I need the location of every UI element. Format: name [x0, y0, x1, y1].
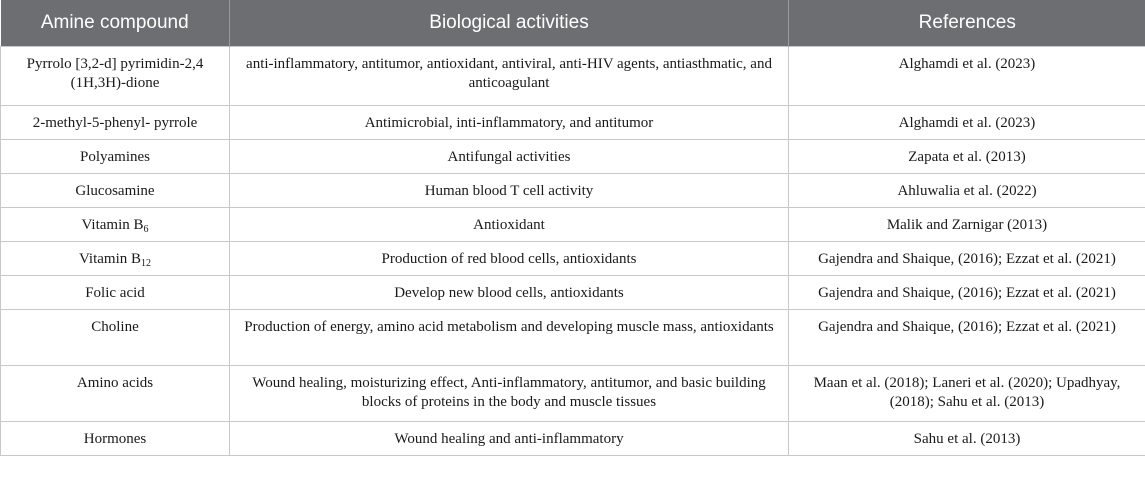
table-row — [1, 422, 1145, 456]
activity-cell: Antifungal activities — [230, 140, 789, 174]
activity-cell: Production of red blood cells, antioxidants — [230, 242, 789, 276]
table-row — [1, 47, 1145, 106]
compound-cell: Amino acids — [1, 366, 230, 422]
reference-cell: Gajendra and Shaique, (2016); Ezzat et al. (2021) — [789, 242, 1145, 276]
compound-cell: Choline — [1, 310, 230, 366]
table-row — [1, 174, 1145, 208]
table-row — [1, 242, 1145, 276]
reference-cell: Alghamdi et al. (2023) — [789, 106, 1145, 140]
compound-cell — [1, 208, 230, 242]
table-row — [1, 106, 1145, 140]
reference-cell: Zapata et al. (2013) — [789, 140, 1145, 174]
compound-cell — [1, 242, 230, 276]
compound-cell: Pyrrolo [3,2-d] pyrimidin-2,4 (1H,3H)-dione — [1, 47, 230, 106]
table-row — [1, 310, 1145, 366]
activity-cell: Human blood T cell activity — [230, 174, 789, 208]
header-references: References — [789, 0, 1145, 47]
activity-cell: anti-inflammatory, antitumor, antioxidant, antiviral, anti-HIV agents, antiasthmatic, and anticoagulant — [230, 47, 789, 106]
compound-subscript: 12 — [141, 258, 151, 269]
compound-base: Vitamin B — [81, 217, 144, 233]
compound-base: Vitamin B — [78, 251, 141, 267]
reference-cell: Maan et al. (2018); Laneri et al. (2020); Upadhyay, (2018); Sahu et al. (2013) — [789, 366, 1145, 422]
compound-cell: 2-methyl-5-phenyl- pyrrole — [1, 106, 230, 140]
table-row — [1, 276, 1145, 310]
activity-cell: Develop new blood cells, antioxidants — [230, 276, 789, 310]
reference-cell: Ahluwalia et al. (2022) — [789, 174, 1145, 208]
compound-subscript: 6 — [143, 224, 149, 235]
reference-cell: Gajendra and Shaique, (2016); Ezzat et al. (2021) — [789, 276, 1145, 310]
reference-cell: Malik and Zarnigar (2013) — [789, 208, 1145, 242]
header-biological-activities: Biological activities — [230, 0, 789, 47]
activity-cell: Antioxidant — [230, 208, 789, 242]
table-header-row — [1, 0, 1145, 47]
table-row — [1, 208, 1145, 242]
reference-cell: Sahu et al. (2013) — [789, 422, 1145, 456]
compound-cell: Glucosamine — [1, 174, 230, 208]
table-row — [1, 366, 1145, 422]
reference-cell: Gajendra and Shaique, (2016); Ezzat et al. (2021) — [789, 310, 1145, 366]
compound-cell: Polyamines — [1, 140, 230, 174]
compound-cell: Hormones — [1, 422, 230, 456]
activity-cell: Wound healing and anti-inflammatory — [230, 422, 789, 456]
activity-cell: Wound healing, moisturizing effect, Anti-inflammatory, antitumor, and basic building blocks of proteins in the body and muscle tissues — [230, 366, 789, 422]
activity-cell: Antimicrobial, inti-inflammatory, and antitumor — [230, 106, 789, 140]
header-amine-compound: Amine compound — [1, 0, 230, 47]
activity-cell: Production of energy, amino acid metabolism and developing muscle mass, antioxidants — [230, 310, 789, 366]
reference-cell: Alghamdi et al. (2023) — [789, 47, 1145, 106]
compound-cell: Folic acid — [1, 276, 230, 310]
table-row — [1, 140, 1145, 174]
